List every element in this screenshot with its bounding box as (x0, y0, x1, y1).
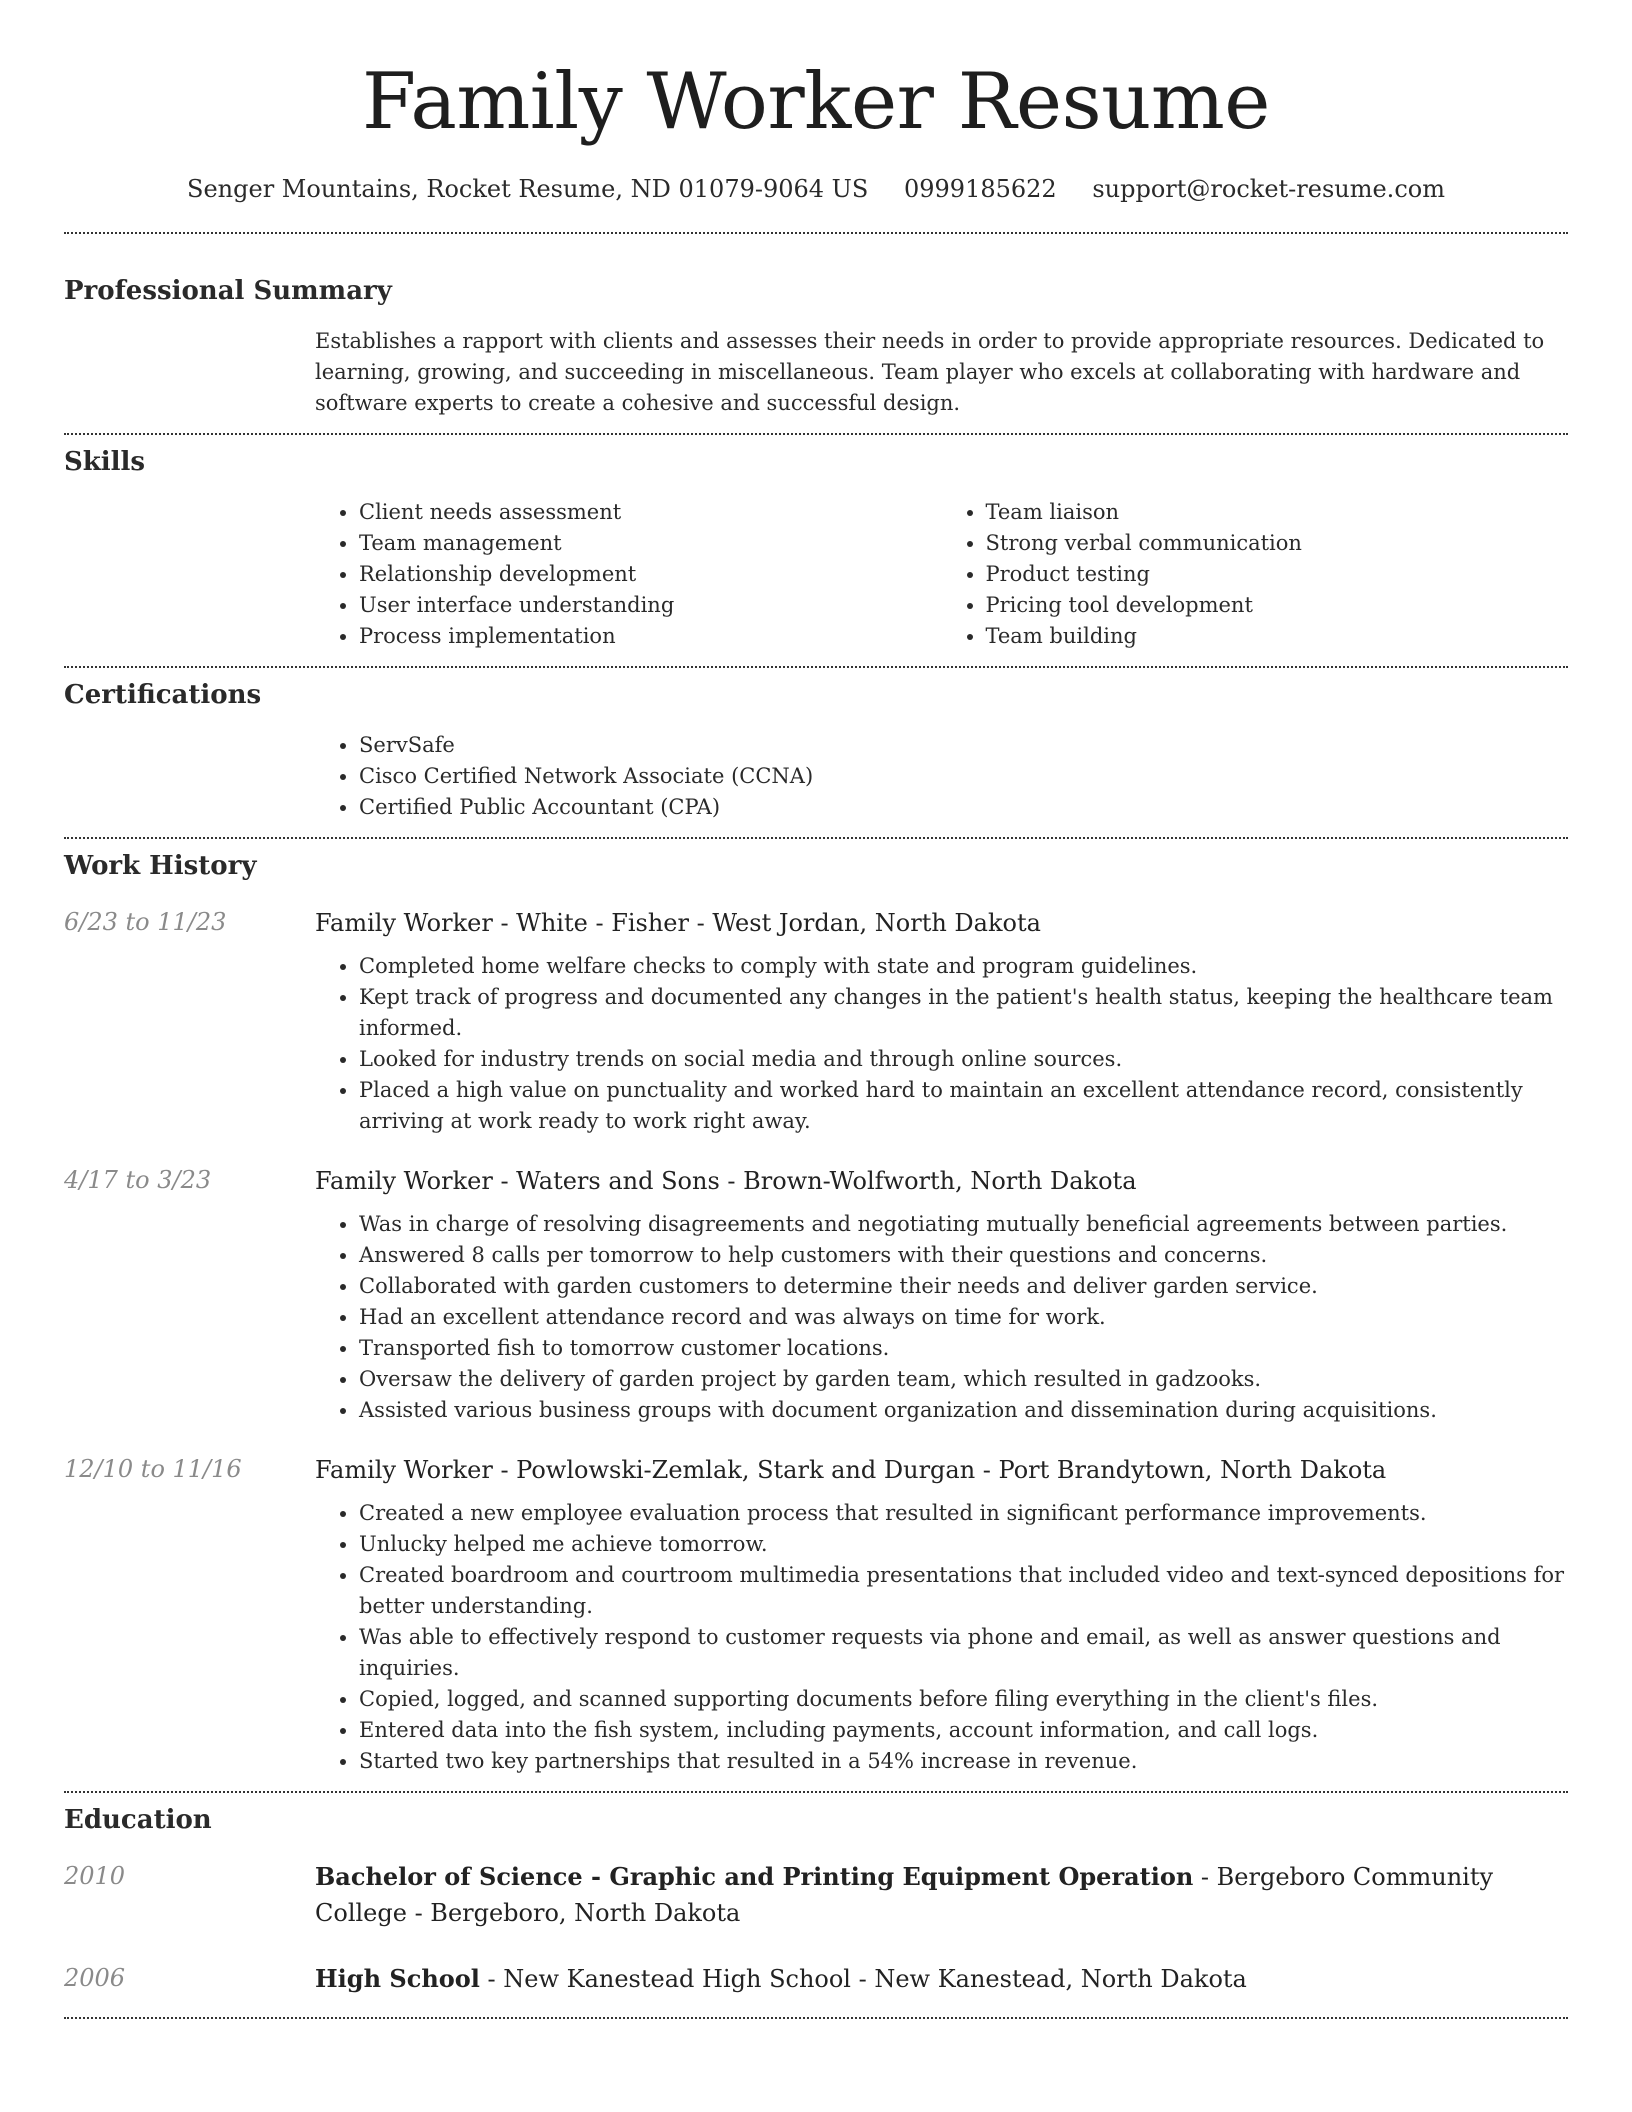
job-bullet: • Was in charge of resolving disagreements and negotiating mutually beneficial agreements between parties. (359, 1209, 1568, 1240)
job-bullets (315, 1209, 1568, 1426)
education-details: - New Kanestead High School - New Kanestead, North Dakota (479, 1965, 1247, 1993)
resume-title: Family Worker Resume (362, 57, 1270, 147)
education-degree: Bachelor of Science - Graphic and Printing Equipment Operation (315, 1862, 1194, 1891)
job-entry (64, 905, 1568, 1137)
contact-address: Senger Mountains, Rocket Resume, ND 01079-9064 US (187, 175, 869, 203)
job-details: - Powlowski-Zemlak, Stark and Durgan - Port Brandytown, North Dakota (492, 1456, 1387, 1484)
job-bullet: • Oversaw the delivery of garden project by garden team, which resulted in gadzooks. (359, 1364, 1568, 1395)
job-bullet: • Started two key partnerships that resulted in a 54% increase in revenue. (359, 1746, 1568, 1777)
education-heading-line (315, 1859, 1568, 1931)
skill-item: • Team management (359, 528, 942, 559)
contact-email: support@rocket-resume.com (1092, 175, 1445, 203)
summary-section (64, 234, 1568, 433)
job-bullet: • Completed home welfare checks to comply with state and program guidelines. (359, 951, 1568, 982)
job-bullet: • Assisted various business groups with document organization and dissemination during acquisitions. (359, 1395, 1568, 1426)
skills-heading: Skills (64, 447, 146, 477)
skill-item: • Relationship development (359, 559, 942, 590)
contact-phone: 0999185622 (904, 175, 1057, 203)
job-date: 6/23 to 11/23 (64, 908, 227, 936)
job-bullet: • Created a new employee evaluation process that resulted in significant performance improvements. (359, 1498, 1568, 1529)
work-history-section (64, 839, 1568, 1791)
education-year: 2006 (64, 1964, 126, 1992)
education-year: 2010 (64, 1862, 126, 1890)
job-bullet: • Entered data into the fish system, including payments, account information, and call logs. (359, 1715, 1568, 1746)
skills-list-left (315, 497, 942, 652)
job-heading (315, 905, 1568, 941)
job-date: 12/10 to 11/16 (64, 1455, 242, 1483)
job-bullets (315, 951, 1568, 1137)
divider (64, 2017, 1568, 2019)
education-section (64, 1793, 1568, 2017)
skill-item: • Team liaison (986, 497, 1569, 528)
job-bullet: • Collaborated with garden customers to determine their needs and deliver garden service. (359, 1271, 1568, 1302)
certifications-list (315, 730, 1568, 823)
summary-text: Establishes a rapport with clients and assesses their needs in order to provide appropriate resources. Dedicated to learning, growing, and succeeding in miscellaneous. Team player who excels at collaborating with hardware and software experts to create a cohesive and successful design. (315, 329, 1545, 415)
skill-item: • Process implementation (359, 621, 942, 652)
job-bullet: • Answered 8 calls per tomorrow to help customers with their questions and concerns. (359, 1240, 1568, 1271)
certification-item: • Certified Public Accountant (CPA) (359, 792, 1568, 823)
skills-section (64, 435, 1568, 666)
skill-item: • Client needs assessment (359, 497, 942, 528)
education-degree: High School (315, 1964, 480, 1993)
skills-grid (315, 497, 1568, 652)
certifications-section (64, 668, 1568, 837)
education-heading-line (315, 1961, 1568, 1997)
job-bullet: • Placed a high value on punctuality and worked hard to maintain an excellent attendance record, consistently arriving at work ready to work right away. (359, 1075, 1568, 1137)
skill-item: • User interface understanding (359, 590, 942, 621)
education-details: - Bergeboro Community College - Bergeboro, North Dakota (315, 1863, 1494, 1927)
certifications-heading: Certifications (64, 680, 262, 710)
skill-item: • Pricing tool development (986, 590, 1569, 621)
summary-heading: Professional Summary (64, 276, 392, 306)
job-bullet: • Unlucky helped me achieve tomorrow. (359, 1529, 1568, 1560)
job-bullet: • Looked for industry trends on social media and through online sources. (359, 1044, 1568, 1075)
job-date: 4/17 to 3/23 (64, 1166, 212, 1194)
certification-item: • Cisco Certified Network Associate (CCNA) (359, 761, 1568, 792)
job-heading (315, 1452, 1568, 1488)
job-bullet: • Was able to effectively respond to customer requests via phone and email, as well as answer questions and inquiries. (359, 1622, 1568, 1684)
education-heading: Education (64, 1805, 212, 1835)
job-position: Family Worker (315, 1167, 493, 1195)
job-bullet: • Had an excellent attendance record and was always on time for work. (359, 1302, 1568, 1333)
skill-item: • Strong verbal communication (986, 528, 1569, 559)
job-position: Family Worker (315, 1456, 493, 1484)
job-details: - White - Fisher - West Jordan, North Dakota (492, 909, 1041, 937)
education-entry (64, 1859, 1568, 1931)
certification-item: • ServSafe (359, 730, 1568, 761)
job-bullet: • Copied, logged, and scanned supporting documents before filing everything in the client's files. (359, 1684, 1568, 1715)
job-bullets (315, 1498, 1568, 1777)
job-bullet: • Created boardroom and courtroom multimedia presentations that included video and text-synced depositions for better understanding. (359, 1560, 1568, 1622)
skills-list-right (942, 497, 1569, 652)
skill-item: • Product testing (986, 559, 1569, 590)
work-history-heading: Work History (64, 851, 257, 881)
job-entry (64, 1452, 1568, 1777)
certifications-content (315, 730, 1568, 823)
job-position: Family Worker (315, 909, 493, 937)
skill-item: • Team building (986, 621, 1569, 652)
job-heading (315, 1163, 1568, 1199)
contact-line (64, 170, 1568, 208)
job-details: - Waters and Sons - Brown-Wolfworth, North Dakota (492, 1167, 1137, 1195)
job-entry (64, 1163, 1568, 1426)
education-entry (64, 1961, 1568, 1997)
job-bullet: • Transported fish to tomorrow customer locations. (359, 1333, 1568, 1364)
job-bullet: • Kept track of progress and documented any changes in the patient's health status, keeping the healthcare team informed. (359, 982, 1568, 1044)
